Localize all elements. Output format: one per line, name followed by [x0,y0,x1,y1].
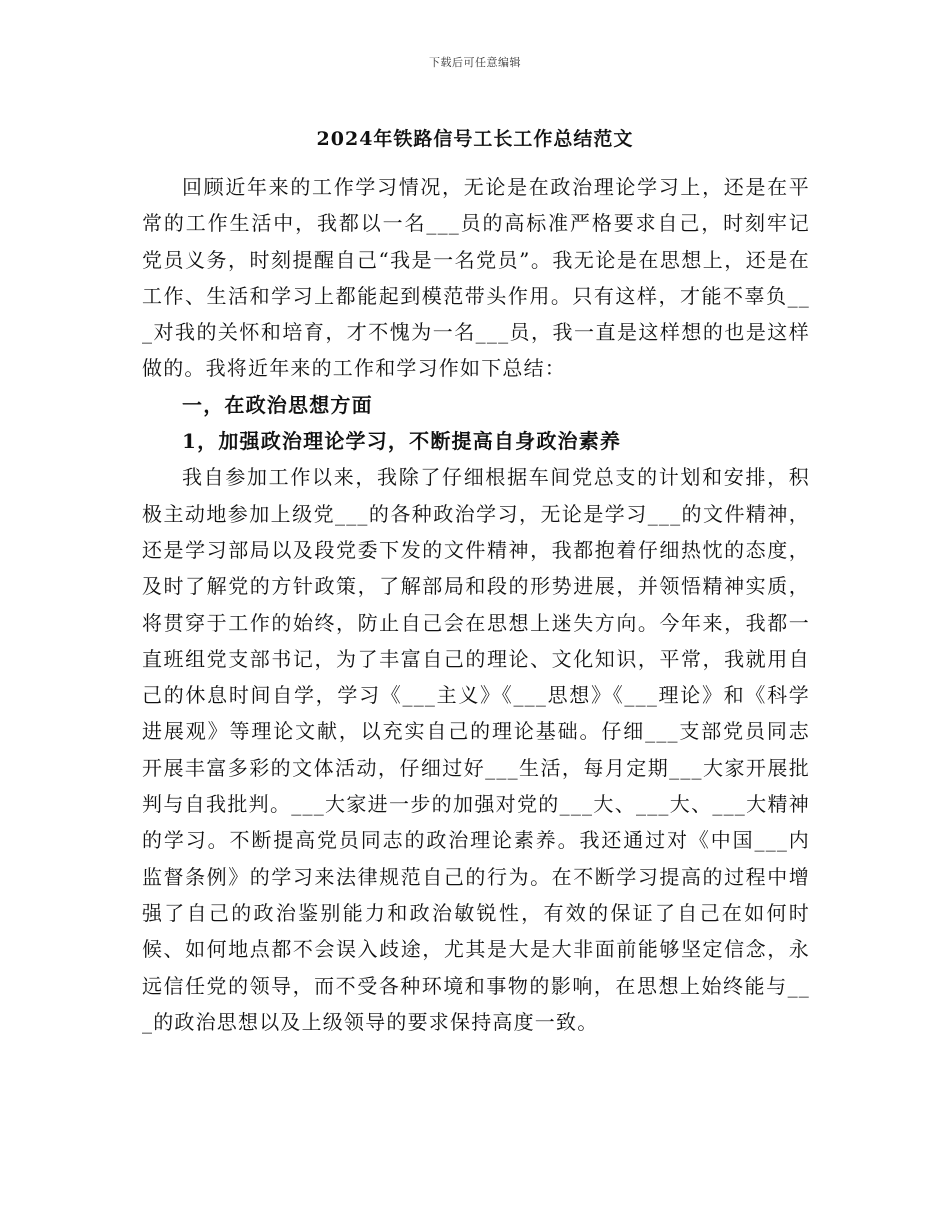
document-body [142,169,810,1040]
section-heading: 一，在政治思想方面 [182,392,373,417]
subsection-heading: 1，加强政治理论学习，不断提高自身政治素养 [182,429,622,454]
body-paragraph: 我自参加工作以来，我除了仔细根据车间党总支的计划和安排，积极主动地参加上级党___的各种政治学习，无论是学习___的文件精神，还是学习部局以及段党委下发的文件精神，我都抱着仔细热忱的态度，及时了解党的方针政策，了解部局和段的形势进展，并领悟精神实质，将贯穿于工作的始终，防止自己会在思想上迷失方向。今年来，我都一直班组党支部书记，为了丰富自己的理论、文化知识，平常，我就用自己的休息时间自学，学习《___主义》《___思想》《___理论》和《科学进展观》等理论文献，以充实自己的理论基础。仔细___支部党员同志开展丰富多彩的文体活动，仔细过好___生活，每月定期___大家开展批判与自我批判。___大家进一步的加强对党的___大、___大、___大精神的学习。不断提高党员同志的政治理论素养。我还通过对《中国___内监督条例》的学习来法律规范自己的行为。在不断学习提高的过程中增强了自己的政治鉴别能力和政治敏锐性，有效的保证了自己在如何时候、如何地点都不会误入歧途，尤其是大是大非面前能够坚定信念，永远信任党的领导，而不受各种环境和事物的影响，在思想上始终能与___的政治思想以及上级领导的要求保持高度一致。 [142,465,810,1034]
document-title: 2024年铁路信号工长工作总结范文 [316,128,634,150]
intro-paragraph: 回顾近年来的工作学习情况，无论是在政治理论学习上，还是在平常的工作生活中，我都以一名___员的高标准严格要求自己，时刻牢记党员义务，时刻提醒自己“我是一名党员”。我无论是在思想上，还是在工作、生活和学习上都能起到模范带头作用。只有这样，才能不辜负___对我的关怀和培育，才不愧为一名___员，我一直是这样想的也是这样做的。我将近年来的工作和学习作如下总结： [142,175,810,381]
header-note: 下载后可任意编辑 [429,56,521,69]
